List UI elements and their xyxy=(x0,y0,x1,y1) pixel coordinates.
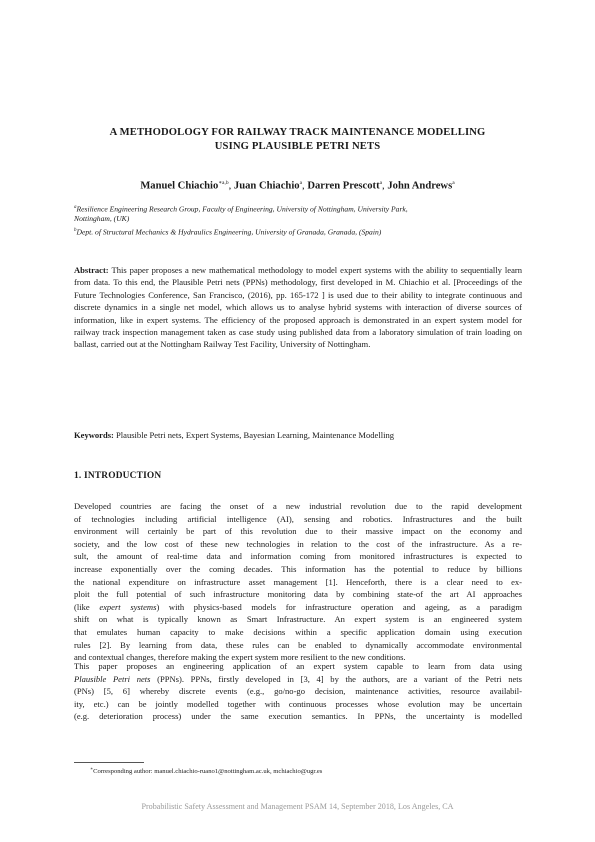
text-line: increase exponentially over the coming decades. This information has the potential to reduce by billions xyxy=(74,563,522,574)
section-heading: 1. INTRODUCTION xyxy=(74,471,162,481)
author-name: Darren Prescott xyxy=(307,180,380,192)
text-line: that emulates human capacity to make decisions within a specific application domain using execution xyxy=(74,626,522,637)
intro-paragraph-1 xyxy=(74,500,522,664)
text-line: the national expenditure on infrastructure asset management [1]. Henceforth, there is a clear need to ex- xyxy=(74,576,522,587)
author-superscript: a xyxy=(379,180,383,186)
intro-paragraph-2 xyxy=(74,660,522,723)
page-footer: Probabilistic Safety Assessment and Management PSAM 14, September 2018, Los Angeles, CA xyxy=(141,802,454,811)
text-line: ity, etc.) can be jointly modelled together with continuous processes whose evolution may be uncertain xyxy=(74,698,522,709)
text-line: sult, the amount of real-time data and information coming from monitored infrastructures is expected to xyxy=(74,551,522,562)
paper-title xyxy=(60,126,535,153)
text-line: shift on what is typically known as Smart Infrastructure. An expert system is an engineered system xyxy=(74,614,522,625)
author-superscript: ∗a,b xyxy=(218,180,229,186)
abstract xyxy=(74,264,522,351)
text-line: and contextual changes, therefore making the expert system more resilient to the new conditions. xyxy=(74,652,406,663)
footnote-text: Corresponding author: manuel.chiachio-ruano1@nottingham.ac.uk, mchiachio@ugr.es xyxy=(93,768,323,776)
text-line: (e.g. deterioration process) under the same execution semantics. In PPNs, the uncertainty is modelled xyxy=(74,711,522,722)
footnote xyxy=(90,766,322,775)
author-superscript: a xyxy=(299,180,303,186)
text-line: This paper proposes an engineering application of an expert system capable to learn from data using xyxy=(74,661,522,671)
text-line: society, and the low cost of these new technologies in relation to the cost of the infrastructure. As a re- xyxy=(74,538,522,549)
author-superscript: a xyxy=(452,180,455,186)
text-line: Plausible Petri nets (PPNs). PPNs, firstly developed in [3, 4] by the authors, are a variant of the Petri nets xyxy=(74,673,522,684)
keywords xyxy=(74,430,394,440)
author-name: Juan Chiachio xyxy=(233,180,300,192)
keywords-label: Keywords: xyxy=(74,430,114,440)
footnote-divider xyxy=(74,762,144,763)
keywords-text: Plausible Petri nets, Expert Systems, Bayesian Learning, Maintenance Modelling xyxy=(116,430,394,440)
author-name: John Andrews xyxy=(387,180,453,192)
title-line-2: USING PLAUSIBLE PETRI NETS xyxy=(214,140,381,152)
affiliation-a-continued xyxy=(74,213,129,224)
text-line: rules [2]. By learning from data, these rules can be enabled to dynamically accommodate environmental xyxy=(74,639,522,650)
affiliation-text: Resilience Engineering Research Group, Faculty of Engineering, University of Nottingham, University Park, xyxy=(76,204,408,214)
text-line: (like expert systems) with physics-based models for infrastructure operation and ageing, as a paradigm xyxy=(74,601,522,612)
affiliation-superscript: a xyxy=(74,205,77,210)
abstract-text: This paper proposes a new mathematical methodology to model expert systems with the ability to sequentially learn from data. To this end, the Plausible Petri nets (PPNs) methodology, first developed in M. Chiachio et al. [Proceedings of the Future Technologies Conference, San Francisco, (2016), pp. 165-172 ] is used due to their ability to integrate continuous and discrete dynamics in a single net model, which allows us to analyse hybrid systems with interaction of diverse sources of information, like in expert systems. The efficiency of the proposed approach is demonstrated in an expert system model for railway track inspection management taken as case study using published data from a laboratory simulation of train loading on ballast, carried out at the Nottingham Railway Test Facility, University of Nottingham. xyxy=(74,265,523,350)
affiliation-superscript: b xyxy=(74,228,77,233)
affiliation-text: Dept. of Structural Mechanics & Hydraulics Engineering, University of Granada, Granada, (Spain) xyxy=(76,227,382,237)
text-line: Developed countries are facing the onset of a new industrial revolution due to the rapid development xyxy=(74,501,522,511)
text-line: environment will certainly be part of this revolution due to their massive impact on the economy and xyxy=(74,526,522,537)
affiliation-text: Nottingham, (UK) xyxy=(74,214,130,223)
author-name: Manuel Chiachio xyxy=(140,180,219,192)
title-line-1: A METHODOLOGY FOR RAILWAY TRACK MAINTENANCE MODELLING xyxy=(109,127,486,138)
text-line: of technologies including artificial intelligence (AI), sensing and robotics. Infrastructures and the built xyxy=(74,513,522,524)
footnote-marker: ∗ xyxy=(90,766,94,771)
text-line: (PNs) [5, 6] whereby discrete events (e.g., go/no-go decision, maintenance activities, resource availabil- xyxy=(74,686,522,697)
author-list: Manuel Chiachio$^{∗a,b}$, Juan Chiachio$^a$, Darren Prescott$^a$, John Andrews$^a$ xyxy=(140,180,455,192)
abstract-label: Abstract: xyxy=(74,265,109,275)
text-line: ploit the full potential of such infrastructure monitoring data by combining state-of the art AI approaches xyxy=(74,589,522,600)
affiliation-b xyxy=(74,225,381,238)
